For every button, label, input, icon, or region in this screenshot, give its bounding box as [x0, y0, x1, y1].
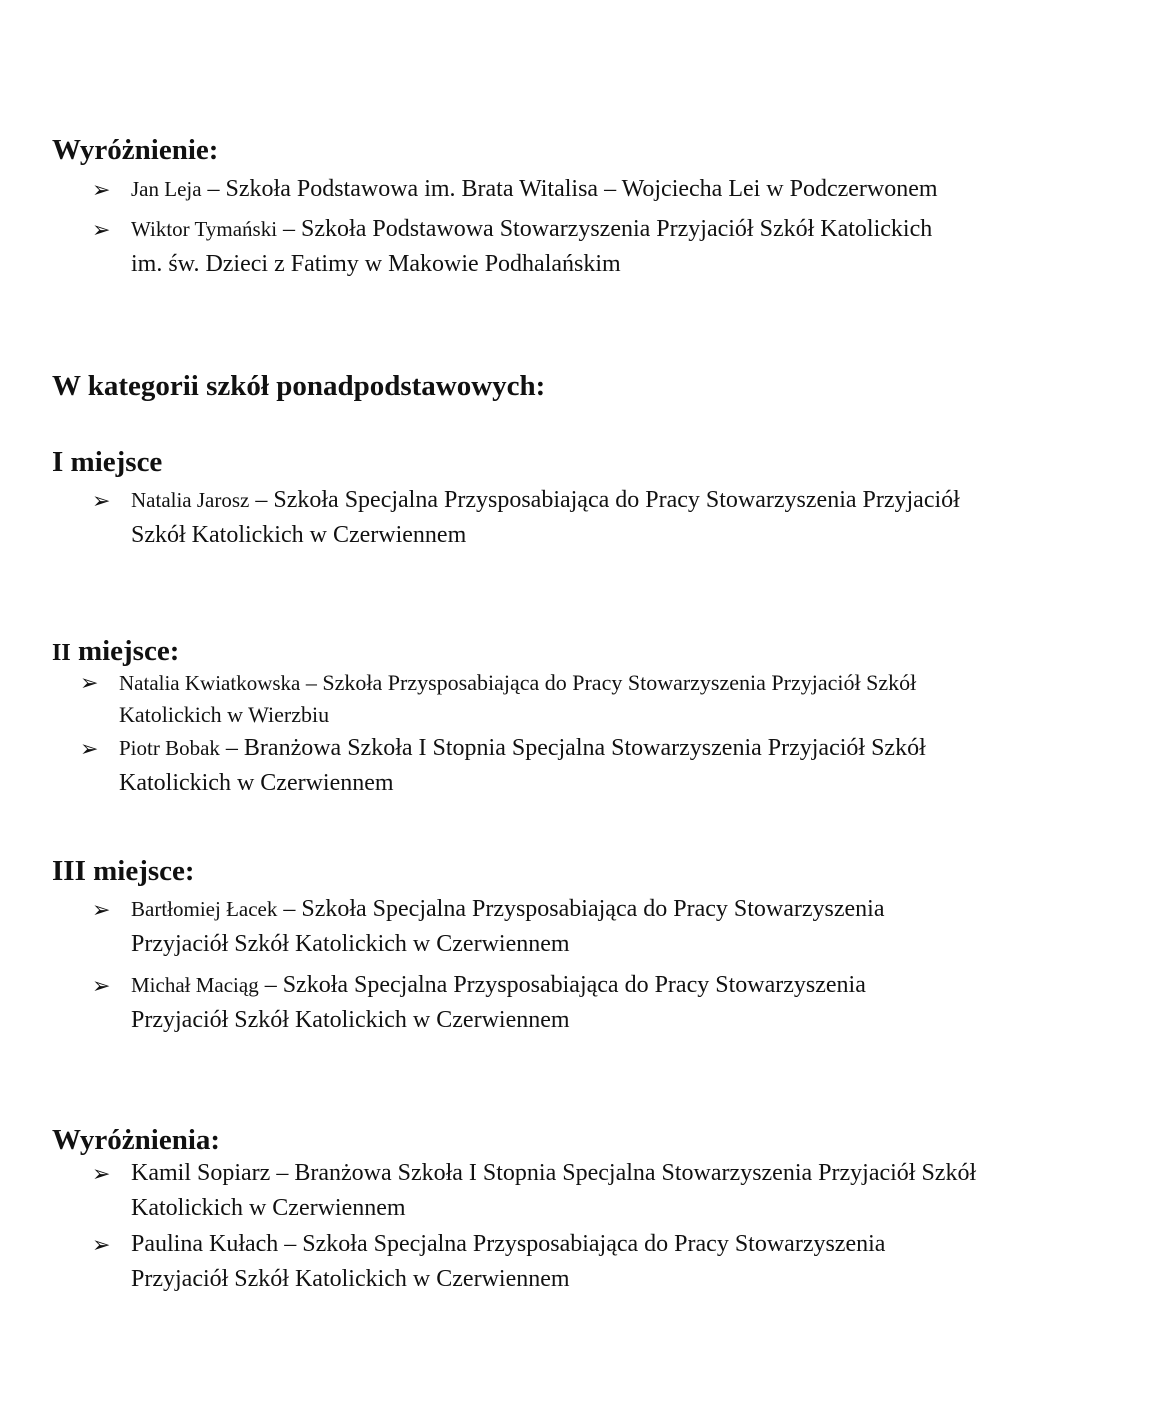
heading-second-place — [52, 634, 179, 670]
heading-wyroznienie: Wyróżnienie: — [52, 134, 219, 166]
school-text: Katolickich w Czerwiennem — [131, 1195, 406, 1221]
school-text: – Szkoła Podstawowa Stowarzyszenia Przyjaciół Szkół Katolickich — [277, 216, 933, 242]
list-item-text — [131, 1156, 1092, 1226]
award-name: Paulina Kułach — [131, 1231, 279, 1257]
school-text: Przyjaciół Szkół Katolickich w Czerwiennem — [131, 1266, 570, 1292]
school-text: – Szkoła Podstawowa im. Brata Witalisa – Wojciecha Lei w Podczerwonem — [201, 176, 938, 202]
heading-first-place: I miejsce — [52, 446, 163, 478]
school-text: – Branżowa Szkoła I Stopnia Specjalna Stowarzyszenia Przyjaciół Szkół — [219, 735, 926, 761]
heading-rest: miejsce: — [70, 635, 180, 667]
arrow-bullet-icon: ➢ — [92, 897, 111, 922]
arrow-bullet-icon: ➢ — [92, 488, 111, 513]
list-item-text — [131, 1227, 1092, 1297]
list-item-text — [131, 968, 1092, 1038]
list-item-text — [131, 212, 1092, 282]
list-item-text — [119, 667, 1080, 731]
arrow-bullet-icon: ➢ — [92, 973, 111, 998]
school-text: Katolickich w Czerwiennem — [119, 770, 394, 796]
heading-roman: II — [52, 640, 71, 666]
school-text: – Szkoła Przysposabiająca do Pracy Stowarzyszenia Przyjaciół Szkół — [300, 670, 917, 695]
arrow-bullet-icon: ➢ — [80, 736, 99, 761]
school-text: – Branżowa Szkoła I Stopnia Specjalna Stowarzyszenia Przyjaciół Szkół — [270, 1160, 977, 1186]
award-name: Jan Leja — [131, 177, 202, 201]
arrow-bullet-icon: ➢ — [92, 217, 111, 242]
school-text: Katolickich w Wierzbiu — [119, 702, 330, 727]
list-item-text — [131, 892, 1092, 962]
list-item-text — [131, 483, 1092, 553]
school-text: – Szkoła Specjalna Przysposabiająca do Pracy Stowarzyszenia — [277, 896, 885, 922]
heading-third-place: III miejsce: — [52, 855, 195, 887]
school-text: im. św. Dzieci z Fatimy w Makowie Podhalańskim — [131, 251, 621, 277]
school-text: Szkół Katolickich w Czerwiennem — [131, 522, 467, 548]
heading-category: W kategorii szkół ponadpodstawowych: — [52, 370, 546, 402]
arrow-bullet-icon: ➢ — [80, 670, 99, 695]
school-text: – Szkoła Specjalna Przysposabiająca do Pracy Stowarzyszenia — [278, 1231, 886, 1257]
heading-wyroznienia: Wyróżnienia: — [52, 1124, 221, 1156]
school-text: Przyjaciół Szkół Katolickich w Czerwiennem — [131, 931, 570, 957]
award-name: Kamil Sopiarz — [131, 1160, 271, 1186]
award-name: Natalia Kwiatkowska — [119, 671, 301, 695]
school-text: – Szkoła Specjalna Przysposabiająca do Pracy Stowarzyszenia — [258, 972, 866, 998]
list-item-text — [119, 731, 1080, 801]
award-name: Michał Maciąg — [131, 973, 259, 997]
school-text: – Szkoła Specjalna Przysposabiająca do Pracy Stowarzyszenia Przyjaciół — [249, 487, 960, 513]
arrow-bullet-icon: ➢ — [92, 1232, 111, 1257]
award-name: Bartłomiej Łacek — [131, 897, 278, 921]
award-name: Wiktor Tymański — [131, 217, 278, 241]
list-item-text — [131, 172, 1092, 207]
arrow-bullet-icon: ➢ — [92, 1161, 111, 1186]
arrow-bullet-icon: ➢ — [92, 177, 111, 202]
school-text: Przyjaciół Szkół Katolickich w Czerwiennem — [131, 1007, 570, 1033]
award-name: Piotr Bobak — [119, 736, 220, 760]
award-name: Natalia Jarosz — [131, 488, 250, 512]
